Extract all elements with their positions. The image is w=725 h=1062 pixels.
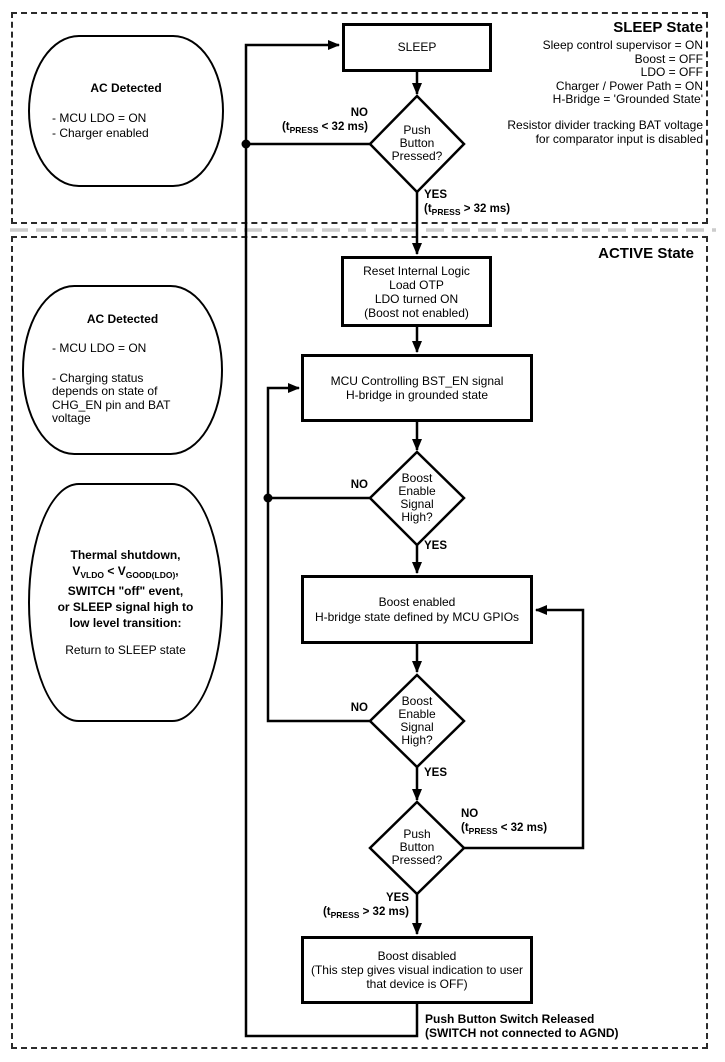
sleep-info-line: Sleep control supervisor = ON xyxy=(542,38,703,52)
push1-no-cond xyxy=(282,121,368,138)
thermal-line: or SLEEP signal high to xyxy=(57,600,194,614)
push1-line: Push xyxy=(403,123,431,137)
reset-box-line: Load OTP xyxy=(389,277,444,292)
boost2-line: Enable xyxy=(398,707,436,721)
sleep-state-title: SLEEP State xyxy=(613,19,703,36)
cond-sub: PRESS xyxy=(468,825,498,836)
boost-dis-line: that device is OFF) xyxy=(366,977,468,991)
sleep-info-line: Boost = OFF xyxy=(634,51,703,66)
push1-no-word: NO xyxy=(350,107,368,119)
junction-dot-sleep-loop xyxy=(242,140,251,149)
sleep-box-label: SLEEP xyxy=(397,40,437,55)
sleep-info-line: H-Bridge = 'Grounded State' xyxy=(552,92,703,106)
cond-pre: (t xyxy=(461,821,469,834)
active-ac-bubble-line: voltage xyxy=(52,411,91,425)
push2-yes-cond xyxy=(323,906,409,923)
sleep-info-line: Charger / Power Path = ON xyxy=(555,78,703,93)
reset-box-line: LDO turned ON xyxy=(374,291,459,306)
active-state-title: ACTIVE State xyxy=(598,245,694,262)
boost2-line: Boost xyxy=(401,694,433,708)
push2-no-label xyxy=(461,808,547,838)
push1-no-label xyxy=(282,107,368,137)
mcu-control-box xyxy=(301,354,533,422)
reset-box-line: (Boost not enabled) xyxy=(364,305,469,320)
cond-post: < 32 ms) xyxy=(318,120,368,133)
v-comma: , xyxy=(175,564,179,578)
thermal-line: SWITCH "off" event, xyxy=(67,584,184,598)
cond-sub: PRESS xyxy=(330,909,360,920)
boost1-yes-label: YES xyxy=(424,540,448,552)
active-ac-bubble-line: CHG_EN pin and BAT xyxy=(52,397,171,412)
push1-yes-label xyxy=(424,189,510,219)
boost-dis-line: Boost disabled xyxy=(377,949,457,963)
switch-released-line: (SWITCH not connected to AGND) xyxy=(425,1025,619,1040)
boost2-line: High? xyxy=(401,733,433,747)
boost1-line: Boost xyxy=(401,471,433,485)
boost1-line: Enable xyxy=(398,484,436,498)
sleep-ac-bubble-title: AC Detected xyxy=(90,81,162,95)
push1-yes-cond xyxy=(424,203,510,220)
push2-yes-word: YES xyxy=(385,892,409,904)
boost-en-line: Boost enabled xyxy=(378,595,456,609)
sleep-state-info xyxy=(543,39,703,107)
v-sub: GOOD(LDO) xyxy=(125,570,176,580)
push2-no-word: NO xyxy=(461,808,479,820)
reset-logic-box xyxy=(341,256,492,327)
active-ac-bubble-line: - MCU LDO = ON xyxy=(52,341,147,355)
switch-released-line: Push Button Switch Released xyxy=(425,1012,595,1026)
cond-post: < 32 ms) xyxy=(497,821,548,834)
thermal-line: low level transition: xyxy=(69,616,182,630)
thermal-bold-block xyxy=(30,547,221,631)
boost2-no-label: NO xyxy=(350,702,368,714)
boost2-line: Signal xyxy=(400,720,434,734)
cond-post: > 32 ms) xyxy=(460,202,511,215)
boost2-yes-label: YES xyxy=(424,767,448,779)
push2-line: Button xyxy=(399,840,435,854)
sleep-box xyxy=(342,23,492,72)
sleep-info-line: LDO = OFF xyxy=(640,65,703,79)
sleep-ac-bubble xyxy=(28,35,224,187)
edge-boost2-no-loop xyxy=(268,388,370,721)
thermal-v-line xyxy=(30,563,221,583)
boost-dis-line: (This step gives visual indication to user xyxy=(310,963,524,977)
reset-box-line: Reset Internal Logic xyxy=(363,263,470,278)
push1-line: Button xyxy=(399,136,435,150)
edge-return-to-sleep xyxy=(246,45,417,1036)
boost-en-line: H-bridge state defined by MCU GPIOs xyxy=(314,609,520,624)
push1-yes-word: YES xyxy=(424,189,448,201)
cond-pre: (t xyxy=(424,202,432,215)
boost1-line: High? xyxy=(401,510,433,524)
cond-sub: PRESS xyxy=(289,124,319,135)
thermal-shutdown-bubble xyxy=(28,483,223,722)
push1-diamond-text xyxy=(367,124,467,163)
push2-no-cond xyxy=(461,822,547,839)
switch-released-label xyxy=(425,1013,619,1040)
junction-dot-boost-loop xyxy=(264,494,273,503)
cond-post: > 32 ms) xyxy=(359,905,409,918)
cond-pre: (t xyxy=(281,120,290,133)
boost1-diamond-text xyxy=(367,472,467,524)
push2-yes-label xyxy=(323,892,409,922)
boost1-no-label: NO xyxy=(350,479,368,491)
boost-disabled-box xyxy=(301,936,533,1004)
push2-line: Push xyxy=(403,827,431,841)
v-sym: < V xyxy=(104,564,126,578)
thermal-return-line: Return to SLEEP state xyxy=(65,643,186,657)
push2-line: Pressed? xyxy=(391,853,443,867)
sleep-ac-bubble-line: - MCU LDO = ON xyxy=(52,111,147,125)
boost1-line: Signal xyxy=(400,497,434,511)
boost-enabled-box xyxy=(301,575,533,644)
boost2-diamond-text xyxy=(367,695,467,747)
active-ac-bubble-title: AC Detected xyxy=(86,312,159,326)
active-ac-bubble-line: depends on state of xyxy=(52,384,158,398)
push2-diamond-text xyxy=(367,828,467,867)
sleep-ac-bubble-line: - Charger enabled xyxy=(52,126,149,140)
cond-sub: PRESS xyxy=(431,206,461,217)
active-ac-bubble xyxy=(22,285,223,455)
mcu-box-line: MCU Controlling BST_EN signal xyxy=(330,373,504,388)
sleep-state-note xyxy=(507,119,703,146)
mcu-box-line: H-bridge in grounded state xyxy=(345,388,489,402)
sleep-note-line: Resistor divider tracking BAT voltage xyxy=(507,118,703,132)
sleep-note-line: for comparator input is disabled xyxy=(535,131,703,146)
push1-line: Pressed? xyxy=(391,149,443,163)
v-sym: V xyxy=(72,564,81,578)
cond-pre: (t xyxy=(322,905,331,918)
active-ac-bubble-line: - Charging status xyxy=(52,370,144,385)
thermal-line: Thermal shutdown, xyxy=(70,548,181,562)
v-sub: VLDO xyxy=(80,570,105,580)
